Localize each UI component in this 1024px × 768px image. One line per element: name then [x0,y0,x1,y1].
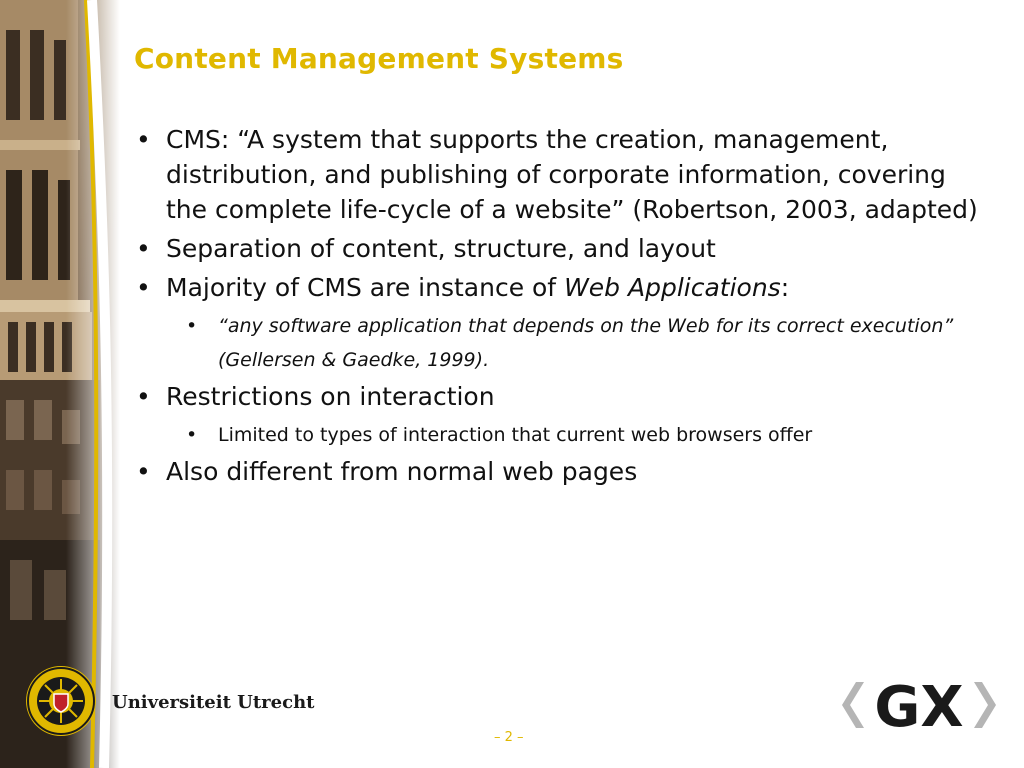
bullet-item-restrictions [134,379,994,414]
bullet-text: Restrictions on interaction [166,382,495,411]
slide-title: Content Management Systems [134,42,624,75]
bullet-item-cms-definition [134,122,994,227]
bullet-marker: • [136,382,151,411]
sub-bullet-marker: • [186,315,198,337]
bullet-marker: • [136,273,151,302]
bullet-text-suffix: : [780,273,790,302]
bullet-text: Separation of content, structure, and layout [166,234,716,263]
sub-bullet-text: Limited to types of interaction that current web browsers offer [218,424,813,446]
bullet-marker: • [136,125,151,154]
bullet-list [134,122,994,493]
bullet-item-web-applications [134,270,994,305]
university-name: Universiteit Utrecht [112,692,315,713]
sub-bullet-marker: • [186,424,198,446]
bullet-text: CMS: “A system that supports the creation, management, distribution, and publishing of corporate information, covering the complete life-cycle of a website” (Robertson, 2003, adapted) [166,125,978,224]
page-number: – 2 – [494,730,524,745]
tower-photo [0,0,120,768]
gx-logo-icon [838,676,1000,738]
sub-bullet-item-quote [134,309,994,377]
tower-photo-graphic [0,0,120,768]
gx-logo-text: GX [874,676,964,734]
university-seal-icon [24,664,98,742]
bullet-item-separation [134,231,994,266]
sub-bullet-text: “any software application that depends on the Web for its correct execution” (Gellersen & Gaedke, 1999). [218,315,954,371]
bullet-item-different [134,454,994,489]
bullet-text: Majority of CMS are instance of [166,273,565,302]
bullet-marker: • [136,234,151,263]
sub-bullet-item-browser-limits [134,418,994,452]
bullet-marker: • [136,457,151,486]
bullet-text-emphasis: Web Applications [564,273,781,302]
bullet-text: Also different from normal web pages [166,457,638,486]
